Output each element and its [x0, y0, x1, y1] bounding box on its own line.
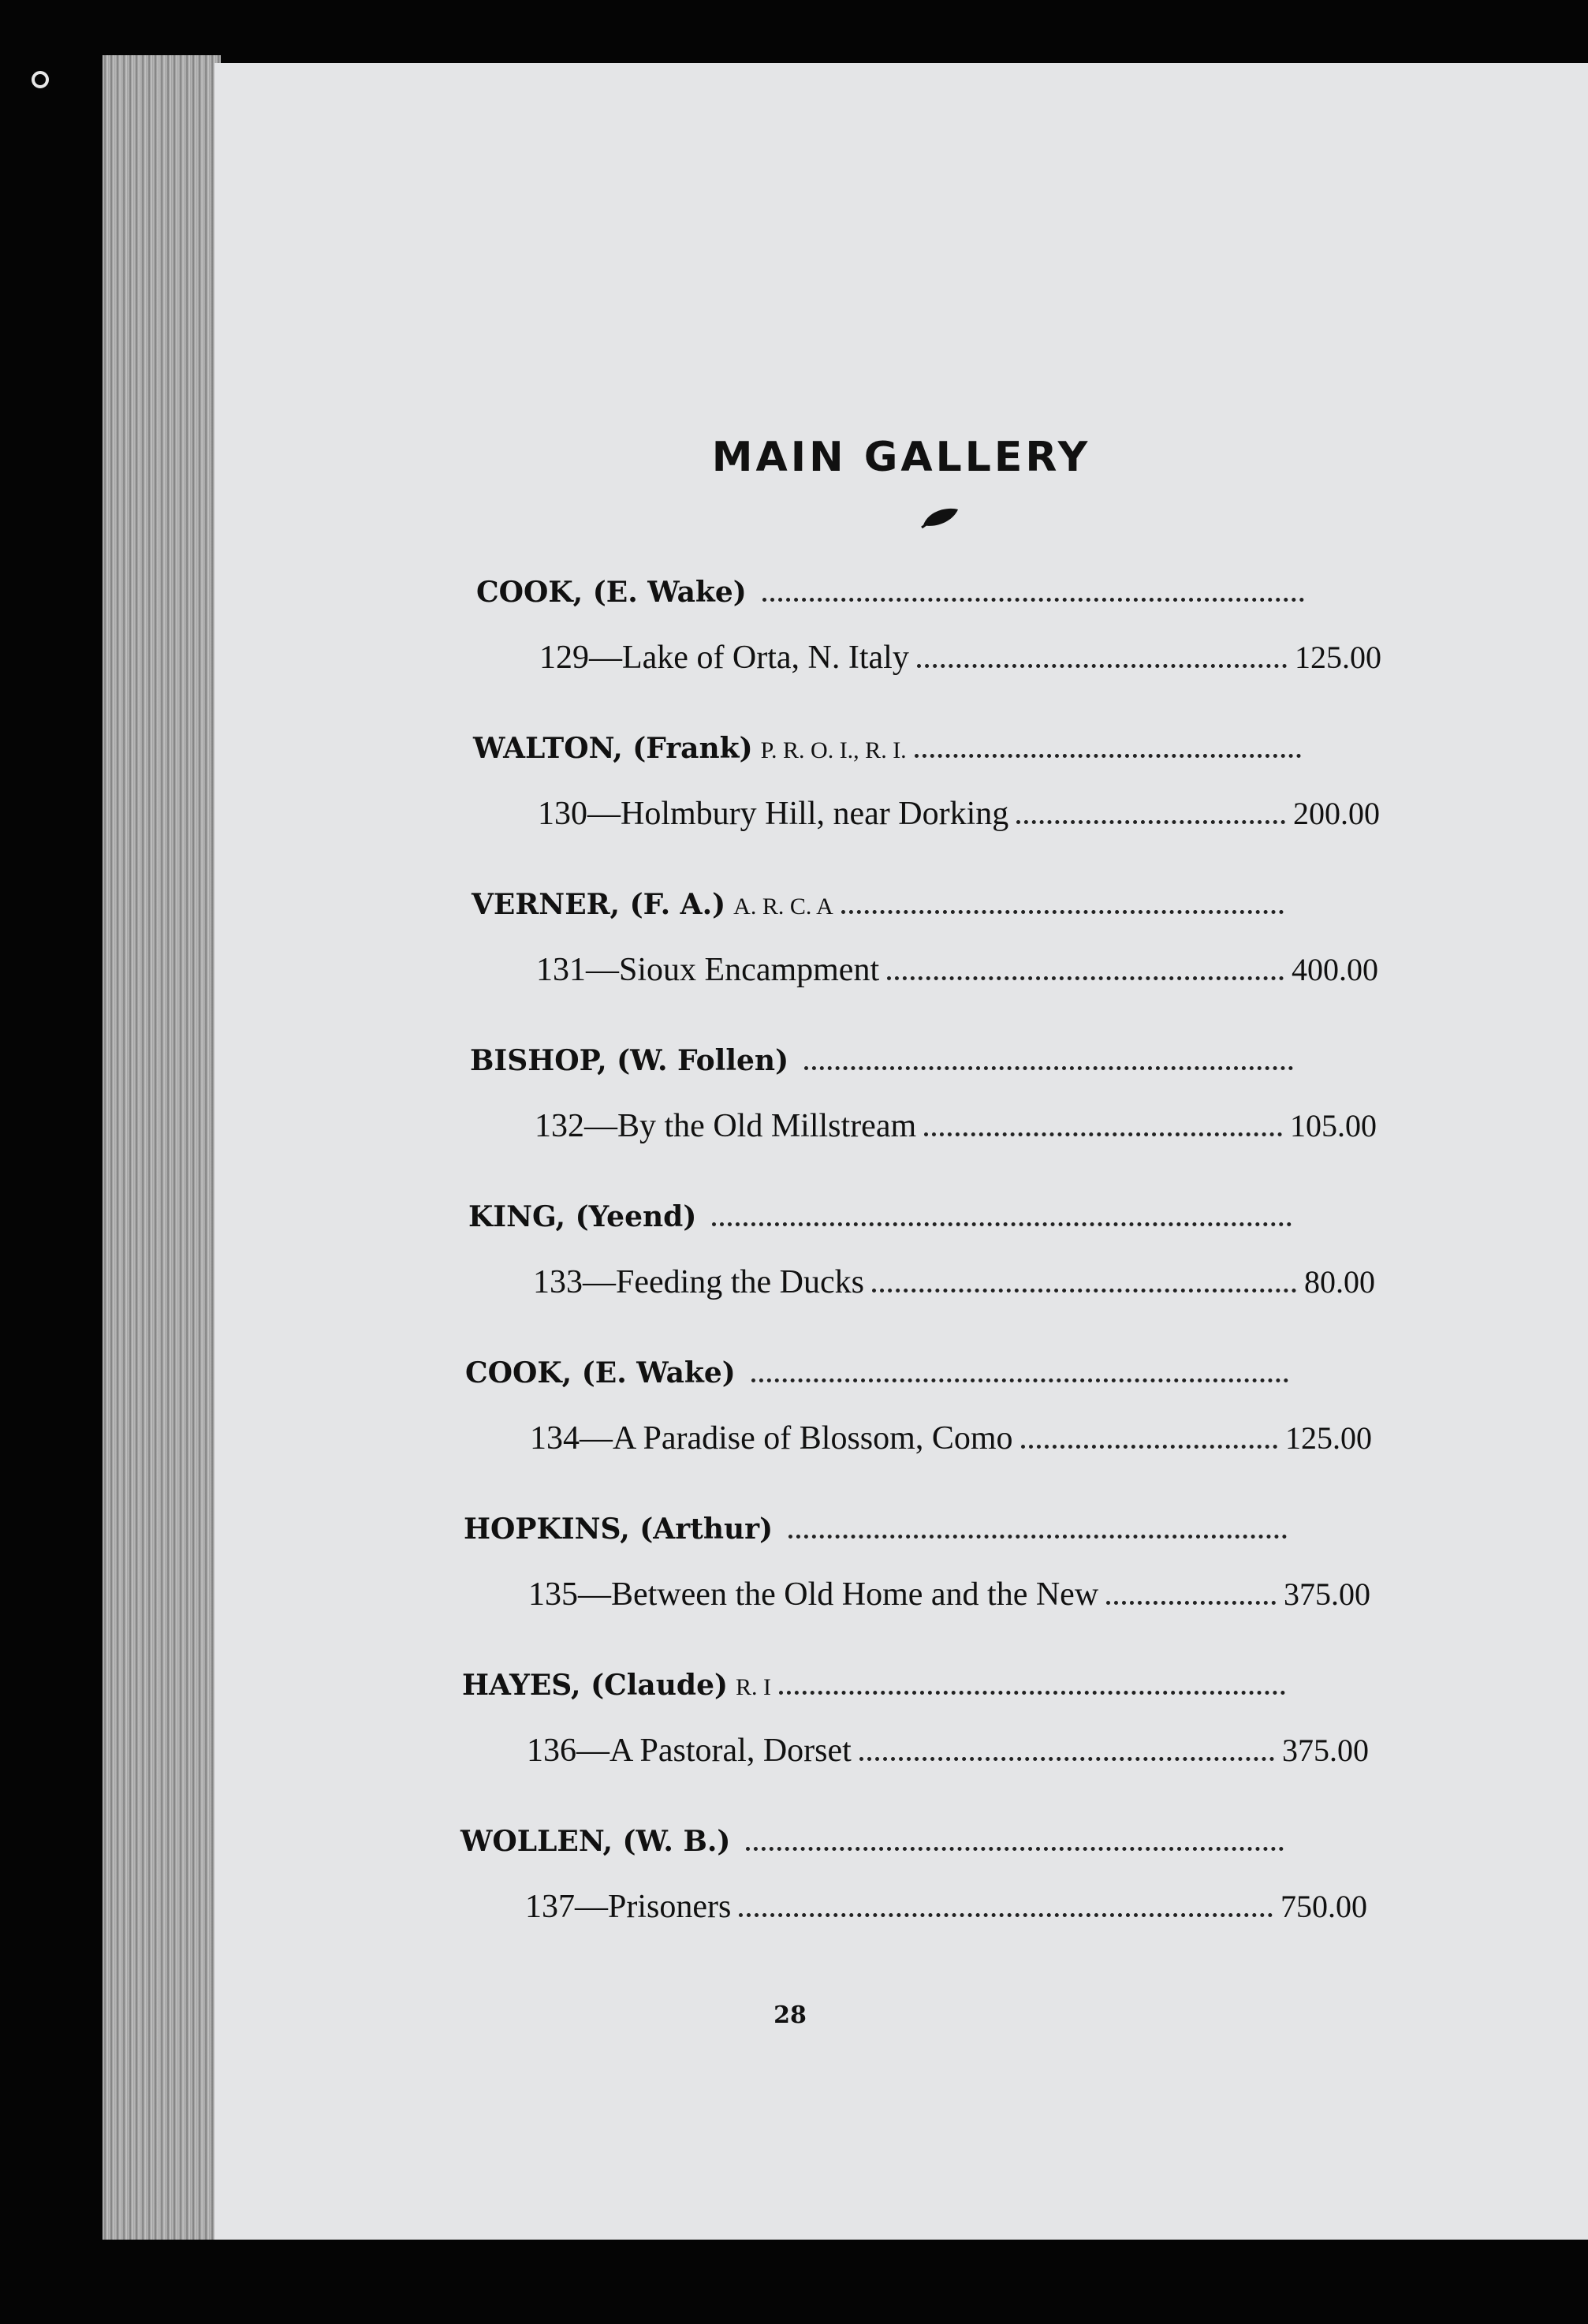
artist-name: COOK, (E. Wake)	[476, 576, 747, 609]
artist-name: BISHOP, (W. Follen)	[470, 1044, 789, 1077]
artist-credentials: R. I	[736, 1674, 772, 1700]
dot-leader	[1106, 1601, 1276, 1605]
artist-line	[476, 576, 1312, 609]
work-price: 125.00	[1295, 640, 1381, 675]
work-price: 375.00	[1284, 1576, 1370, 1612]
artist-name: WOLLEN, (W. B.)	[460, 1825, 731, 1858]
artist-line	[460, 1825, 1292, 1858]
artist-line	[465, 1356, 1296, 1390]
catalogue-page	[214, 63, 1588, 2240]
artist-line	[473, 732, 1309, 765]
work-line	[536, 951, 1378, 989]
work-line	[535, 1107, 1377, 1145]
work-title: 131—Sioux Encampment	[536, 952, 880, 988]
book-page-edges	[103, 55, 221, 2240]
dot-leader	[872, 1289, 1296, 1293]
page-number: 28	[773, 2001, 807, 2029]
catalogue-entries	[214, 63, 1588, 2240]
dot-leader	[859, 1757, 1274, 1761]
page-title: MAIN GALLERY	[711, 434, 1091, 481]
work-price: 80.00	[1304, 1264, 1375, 1300]
work-line	[525, 1888, 1367, 1926]
work-title: 136—A Pastoral, Dorset	[527, 1733, 852, 1769]
dot-leader	[915, 754, 1301, 758]
work-line	[533, 1263, 1375, 1301]
work-price: 125.00	[1285, 1420, 1372, 1456]
scanner-registration-mark	[32, 71, 49, 88]
work-title: 133—Feeding the Ducks	[533, 1264, 864, 1300]
work-title: 129—Lake of Orta, N. Italy	[539, 640, 909, 676]
work-price: 105.00	[1290, 1108, 1377, 1143]
dot-leader	[739, 1913, 1273, 1917]
dot-leader	[841, 910, 1284, 914]
work-line	[528, 1576, 1370, 1613]
dot-leader	[917, 664, 1287, 668]
artist-line	[464, 1513, 1295, 1546]
artist-name: HOPKINS, (Arthur)	[464, 1513, 773, 1546]
work-price: 750.00	[1280, 1889, 1367, 1924]
work-title: 130—Holmbury Hill, near Dorking	[538, 796, 1009, 832]
work-price: 375.00	[1282, 1733, 1369, 1768]
artist-name: VERNER, (F. A.)	[472, 888, 726, 921]
artist-credentials: A. R. C. A	[733, 893, 833, 920]
work-line	[527, 1732, 1369, 1770]
artist-line	[470, 1044, 1301, 1077]
dot-leader	[788, 1535, 1287, 1539]
artist-name: COOK, (E. Wake)	[465, 1356, 736, 1390]
artist-name: WALTON, (Frank)	[473, 732, 753, 765]
work-price: 400.00	[1292, 952, 1378, 987]
dot-leader	[746, 1847, 1284, 1851]
work-line	[539, 639, 1381, 677]
artist-line	[462, 1669, 1293, 1702]
dot-leader	[712, 1222, 1292, 1226]
work-line	[530, 1419, 1372, 1457]
dot-leader	[1016, 820, 1285, 824]
work-line	[538, 795, 1380, 833]
dot-leader	[924, 1132, 1282, 1136]
artist-line	[472, 888, 1292, 921]
work-title: 137—Prisoners	[525, 1889, 732, 1925]
dot-leader	[762, 598, 1304, 602]
artist-credentials: P. R. O. I., R. I.	[760, 737, 907, 763]
artist-name: HAYES, (Claude)	[462, 1669, 729, 1702]
dot-leader	[751, 1378, 1288, 1382]
dot-leader	[779, 1691, 1285, 1695]
dot-leader	[804, 1066, 1293, 1070]
work-title: 134—A Paradise of Blossom, Como	[530, 1420, 1013, 1457]
work-title: 135—Between the Old Home and the New	[528, 1576, 1099, 1613]
artist-name: KING, (Yeend)	[468, 1200, 697, 1233]
artist-line	[468, 1200, 1299, 1233]
work-price: 200.00	[1293, 796, 1380, 831]
work-title: 132—By the Old Millstream	[535, 1108, 917, 1144]
dot-leader	[1021, 1445, 1277, 1449]
dot-leader	[887, 976, 1284, 980]
